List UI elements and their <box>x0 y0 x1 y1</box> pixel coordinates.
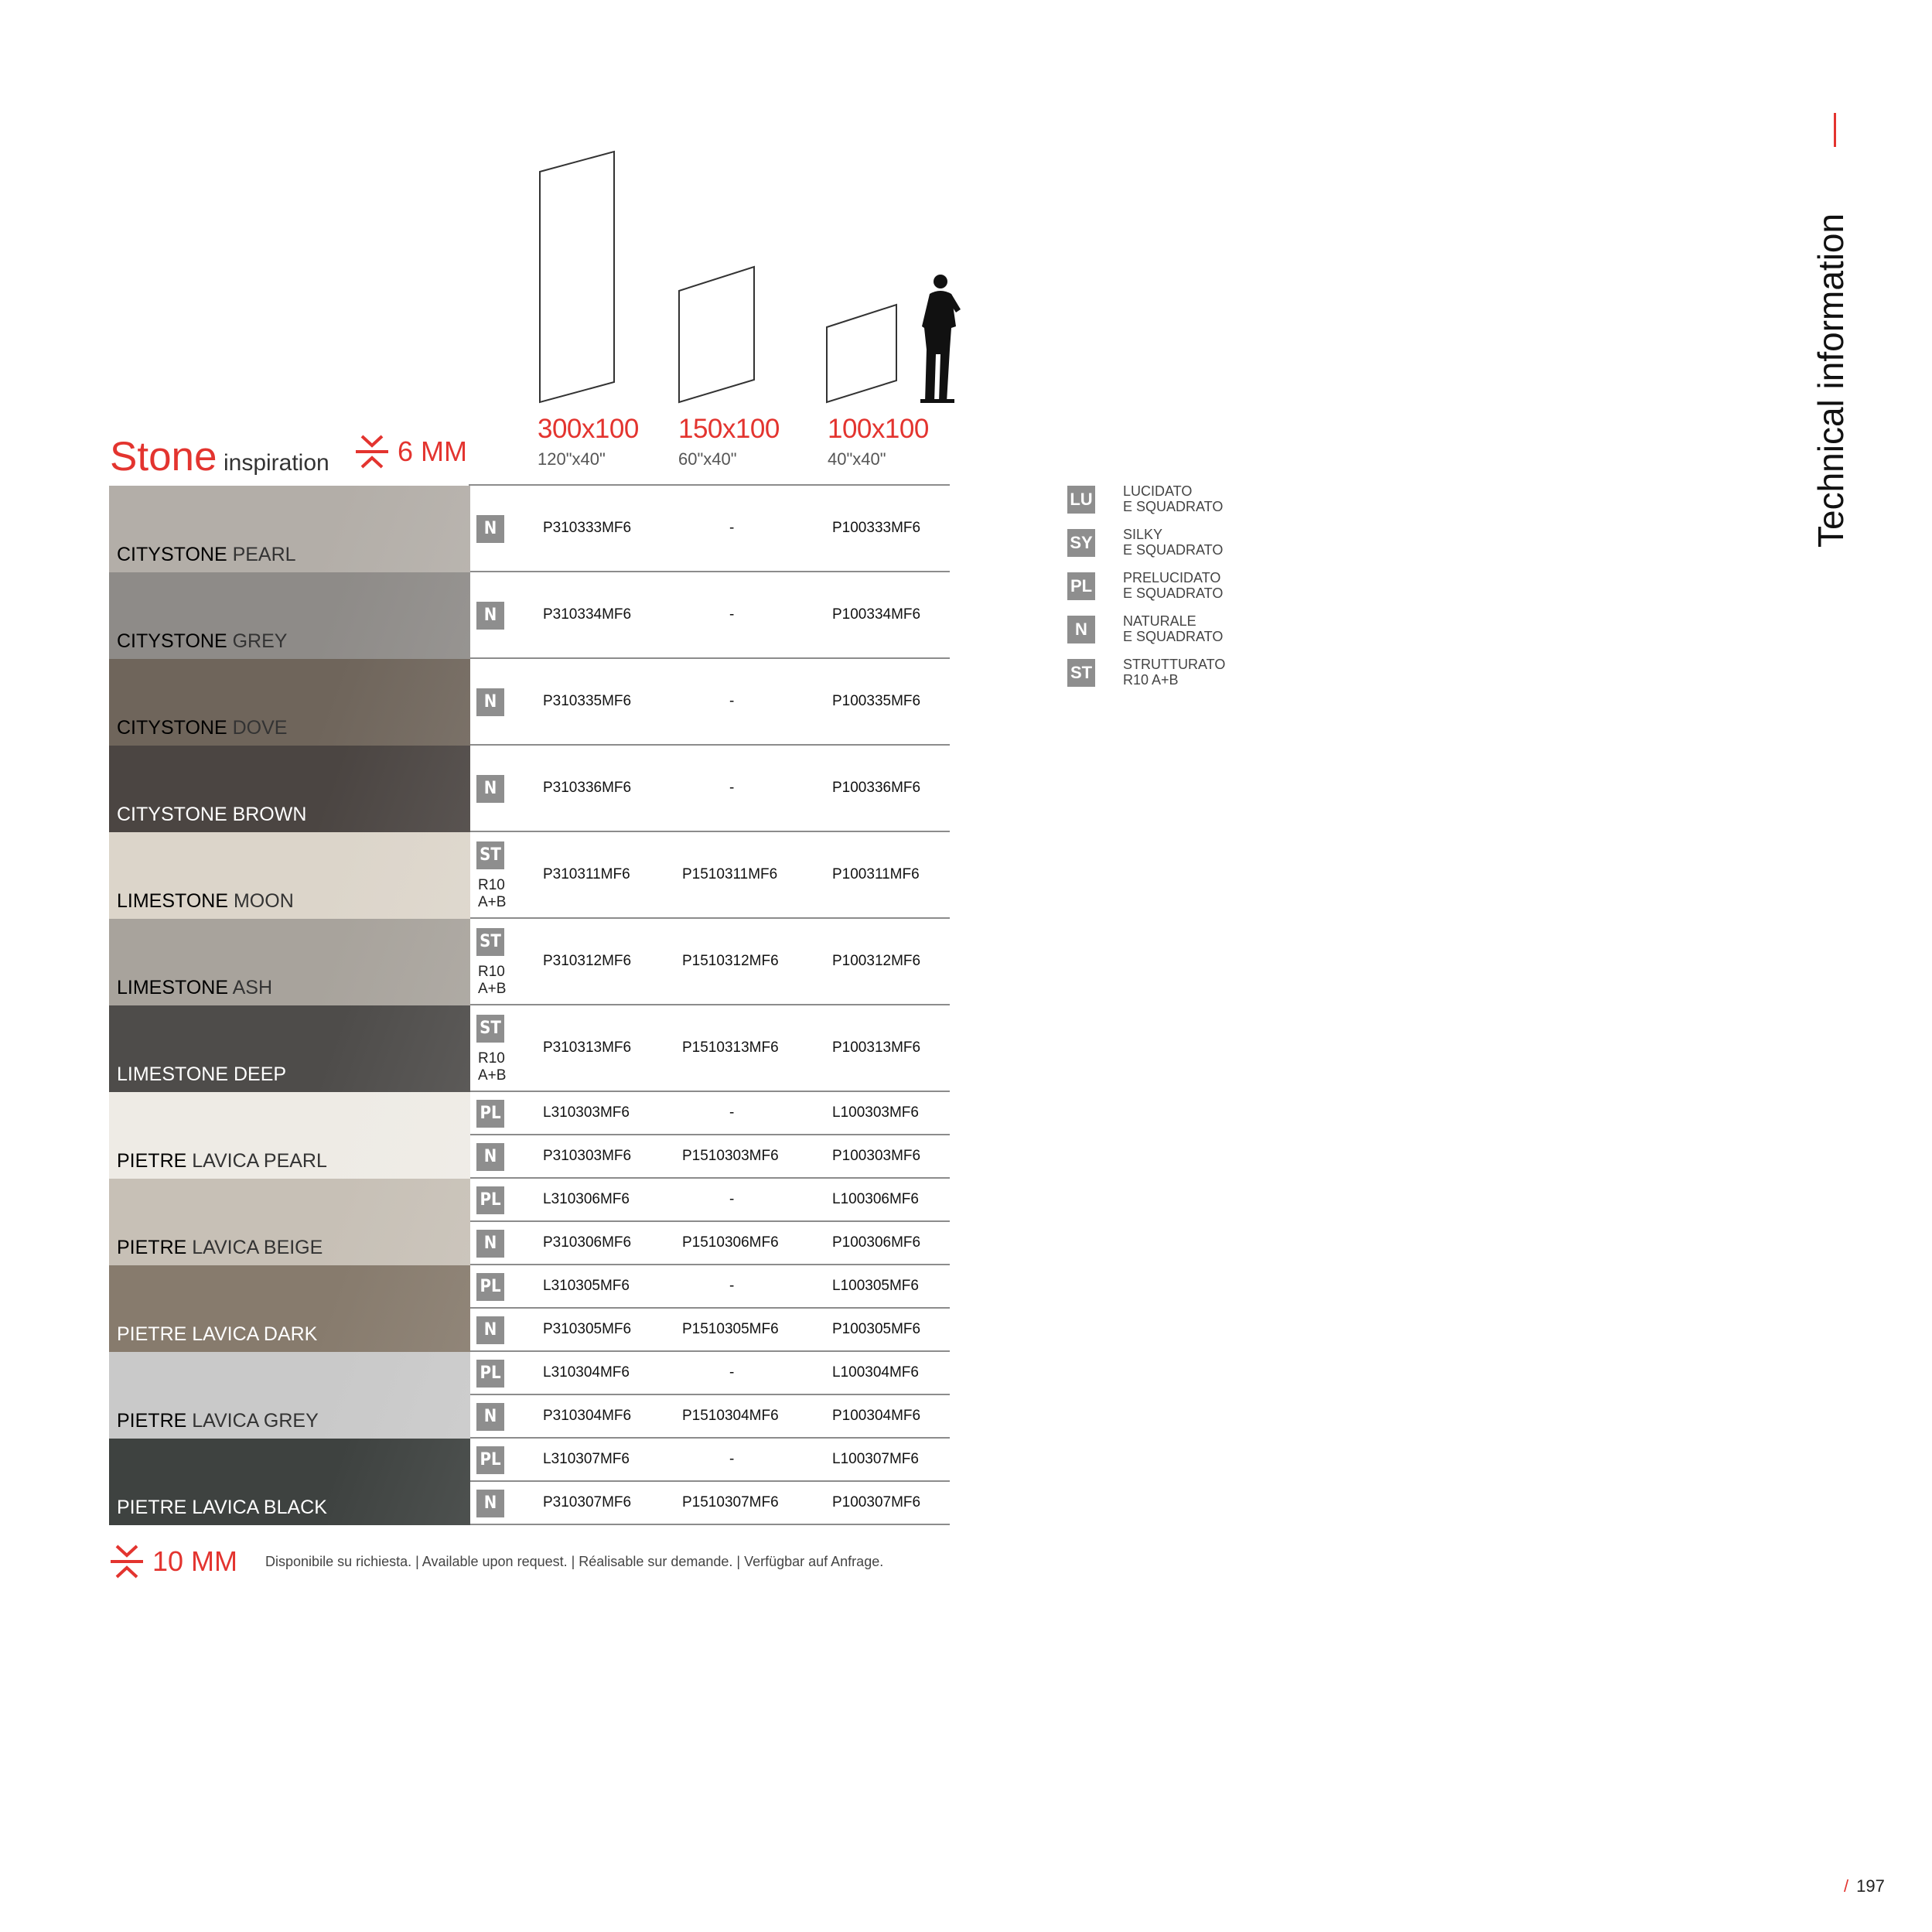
legend-badge: PL <box>1067 572 1095 600</box>
product-color: LAVICA BEIGE <box>192 1237 323 1258</box>
product-series: LIMESTONE <box>117 1063 229 1085</box>
product-color: ASH <box>232 977 273 998</box>
product-swatch <box>109 1439 470 1525</box>
product-series: LIMESTONE <box>117 890 229 912</box>
product-color: DOVE <box>232 717 288 739</box>
product-code-c2: P1510305MF6 <box>682 1321 779 1337</box>
product-code-c3: P100304MF6 <box>832 1408 921 1424</box>
product-code-c1: P310312MF6 <box>543 953 632 969</box>
product-series: LIMESTONE <box>117 977 229 998</box>
page-number-value: 197 <box>1856 1876 1885 1896</box>
product-code-c2: P1510306MF6 <box>682 1234 779 1251</box>
product-swatch <box>109 486 470 572</box>
product-code-c1: L310305MF6 <box>543 1278 630 1294</box>
product-code-c3: P100334MF6 <box>832 606 921 623</box>
product-series: PIETRE <box>117 1410 187 1432</box>
finish-badge: ST <box>476 1015 504 1043</box>
finish-badge: PL <box>476 1100 504 1128</box>
product-code-c1: P310303MF6 <box>543 1148 632 1164</box>
code-row <box>470 1352 950 1395</box>
product-code-c1: L310304MF6 <box>543 1364 630 1381</box>
product-series: PIETRE <box>117 1497 187 1518</box>
product-code-c3: P100313MF6 <box>832 1039 921 1056</box>
finish-badge: PL <box>476 1446 504 1474</box>
product-name <box>117 544 296 566</box>
product-code-c3: P100303MF6 <box>832 1148 921 1164</box>
product-code-c2: P1510311MF6 <box>682 866 778 882</box>
size-header-100x100 <box>828 414 929 469</box>
product-code-c1: P310311MF6 <box>543 866 630 882</box>
person-silhouette-icon <box>920 275 961 403</box>
product-color: DEEP <box>233 1063 287 1085</box>
section-title-vertical: Technical information <box>1811 213 1851 548</box>
finish-badge: N <box>476 515 504 543</box>
finish-badge: PL <box>476 1186 504 1214</box>
product-series: PIETRE <box>117 1323 187 1345</box>
finish-badge: N <box>476 602 504 630</box>
product-code-c1: L310303MF6 <box>543 1104 630 1121</box>
tile-100x100-outline <box>827 305 896 402</box>
product-series: CITYSTONE <box>117 717 227 739</box>
product-swatch <box>109 572 470 659</box>
code-row <box>470 1439 950 1482</box>
size-header-300x100 <box>538 414 639 469</box>
product-code-c3: L100303MF6 <box>832 1104 919 1121</box>
product-name <box>117 1237 323 1259</box>
code-row <box>470 832 950 919</box>
product-code-c2: - <box>729 1364 735 1381</box>
size-inch-label: 60"x40" <box>678 449 737 469</box>
product-color: PEARL <box>232 544 296 565</box>
product-swatch <box>109 746 470 832</box>
product-series: CITYSTONE <box>117 804 227 825</box>
product-swatch <box>109 919 470 1005</box>
finish-sub-label: R10 A+B <box>478 877 507 910</box>
finish-badge: N <box>476 775 504 803</box>
legend-text: SILKY E SQUADRATO <box>1123 527 1224 558</box>
product-code-c2: - <box>729 1278 735 1294</box>
product-color: LAVICA PEARL <box>192 1150 327 1172</box>
product-color: LAVICA DARK <box>192 1323 318 1345</box>
product-name <box>117 1323 317 1346</box>
finish-badge: ST <box>476 841 504 869</box>
finish-badge: N <box>476 1403 504 1431</box>
product-code-c3: P100333MF6 <box>832 520 921 536</box>
product-code-c2: - <box>729 693 735 709</box>
product-code-c2: - <box>729 606 735 623</box>
finish-badge: N <box>476 1490 504 1517</box>
product-code-c2: P1510303MF6 <box>682 1148 779 1164</box>
product-code-c1: L310307MF6 <box>543 1451 630 1467</box>
product-name <box>117 630 287 653</box>
product-code-c2: P1510307MF6 <box>682 1494 779 1510</box>
product-code-c2: P1510313MF6 <box>682 1039 779 1056</box>
finish-badge: N <box>476 1230 504 1258</box>
product-code-c3: P100307MF6 <box>832 1494 921 1510</box>
accent-line <box>1834 113 1836 147</box>
product-color: LAVICA BLACK <box>192 1497 327 1518</box>
product-code-c3: L100304MF6 <box>832 1364 919 1381</box>
footer-thickness: 10 MM <box>152 1545 238 1577</box>
size-label: 300x100 <box>538 414 639 444</box>
code-row <box>470 1395 950 1439</box>
product-code-c3: P100305MF6 <box>832 1321 921 1337</box>
product-swatch <box>109 1265 470 1352</box>
product-code-c1: P310334MF6 <box>543 606 632 623</box>
product-code-c2: - <box>729 1104 735 1121</box>
product-code-c2: - <box>729 1451 735 1467</box>
page-number <box>1844 1876 1885 1896</box>
code-row <box>470 919 950 1005</box>
product-name <box>117 977 272 999</box>
title-main: Stone <box>110 434 217 480</box>
legend-text: NATURALE E SQUADRATO <box>1123 613 1224 644</box>
finish-badge: ST <box>476 928 504 956</box>
size-inch-label: 40"x40" <box>828 449 886 469</box>
size-inch-label: 120"x40" <box>538 449 606 469</box>
code-row <box>470 1179 950 1222</box>
product-swatch <box>109 1352 470 1439</box>
finish-badge: PL <box>476 1360 504 1388</box>
finish-sub-label: R10 A+B <box>478 1050 507 1084</box>
code-row <box>470 572 950 659</box>
product-name <box>117 1497 327 1519</box>
product-code-c2: P1510304MF6 <box>682 1408 779 1424</box>
finish-badge: N <box>476 1143 504 1171</box>
code-row <box>470 486 950 572</box>
product-code-c2: - <box>729 1191 735 1207</box>
product-code-c3: P100336MF6 <box>832 780 921 796</box>
title-sub: inspiration <box>223 450 329 476</box>
product-code-c1: P310335MF6 <box>543 693 632 709</box>
product-color: LAVICA GREY <box>192 1410 319 1432</box>
legend-text: STRUTTURATO R10 A+B <box>1123 657 1226 688</box>
thickness-label: 6 MM <box>398 435 467 467</box>
footer-10mm <box>109 1543 883 1580</box>
code-row <box>470 1265 950 1309</box>
product-code-c2: - <box>729 780 735 796</box>
product-code-c1: L310306MF6 <box>543 1191 630 1207</box>
tile-150x100-outline <box>679 267 754 402</box>
product-name <box>117 1410 319 1432</box>
product-name <box>117 1063 286 1086</box>
product-swatch <box>109 1005 470 1092</box>
product-code-c1: P310304MF6 <box>543 1408 632 1424</box>
product-code-c1: P310306MF6 <box>543 1234 632 1251</box>
tile-300x100-outline <box>540 152 614 402</box>
size-label: 150x100 <box>678 414 780 444</box>
finish-sub-label: R10 A+B <box>478 964 507 997</box>
product-code-c3: L100307MF6 <box>832 1451 919 1467</box>
finish-badge: N <box>476 688 504 716</box>
product-code-c1: P310336MF6 <box>543 780 632 796</box>
size-label: 100x100 <box>828 414 929 444</box>
product-color: GREY <box>232 630 288 652</box>
product-code-c3: P100312MF6 <box>832 953 921 969</box>
product-swatch <box>109 659 470 746</box>
product-name <box>117 717 287 739</box>
product-code-c3: P100306MF6 <box>832 1234 921 1251</box>
thickness-icon <box>354 433 390 470</box>
code-row <box>470 1005 950 1092</box>
product-code-c1: P310307MF6 <box>543 1494 632 1510</box>
tile-size-illustration <box>534 147 967 414</box>
product-color: MOON <box>233 890 294 912</box>
product-swatch <box>109 832 470 919</box>
product-series: PIETRE <box>117 1150 187 1172</box>
product-code-c1: P310333MF6 <box>543 520 632 536</box>
code-row <box>470 1482 950 1525</box>
legend-badge: N <box>1067 616 1095 643</box>
size-header-150x100 <box>678 414 780 469</box>
code-row <box>470 746 950 832</box>
product-series: CITYSTONE <box>117 630 227 652</box>
thickness-6mm <box>354 433 467 470</box>
legend-text: LUCIDATO E SQUADRATO <box>1123 483 1224 514</box>
product-code-c1: P310313MF6 <box>543 1039 632 1056</box>
code-row <box>470 1135 950 1179</box>
product-code-c1: P310305MF6 <box>543 1321 632 1337</box>
product-swatch <box>109 1179 470 1265</box>
row-divider <box>470 1524 950 1525</box>
product-code-c3: P100335MF6 <box>832 693 921 709</box>
product-name <box>117 804 306 826</box>
product-series: CITYSTONE <box>117 544 227 565</box>
collection-title <box>110 433 329 480</box>
product-code-c3: P100311MF6 <box>832 866 920 882</box>
product-swatch <box>109 1092 470 1179</box>
product-series: PIETRE <box>117 1237 187 1258</box>
page-slash: / <box>1844 1876 1849 1896</box>
product-code-c3: L100305MF6 <box>832 1278 919 1294</box>
product-code-c3: L100306MF6 <box>832 1191 919 1207</box>
legend-badge: ST <box>1067 659 1095 687</box>
finish-badge: N <box>476 1316 504 1344</box>
product-code-c2: - <box>729 520 735 536</box>
code-row <box>470 1092 950 1135</box>
legend-badge: SY <box>1067 529 1095 557</box>
code-row <box>470 1222 950 1265</box>
code-row <box>470 1309 950 1352</box>
product-code-c2: P1510312MF6 <box>682 953 779 969</box>
product-name <box>117 1150 327 1173</box>
product-color: BROWN <box>232 804 307 825</box>
availability-note: Disponibile su richiesta. | Available upon request. | Réalisable sur demande. | Verfügbar auf Anfrage. <box>265 1553 884 1569</box>
product-name <box>117 890 294 913</box>
thickness-icon <box>109 1543 145 1580</box>
legend-text: PRELUCIDATO E SQUADRATO <box>1123 570 1224 601</box>
legend-badge: LU <box>1067 486 1095 514</box>
finish-badge: PL <box>476 1273 504 1301</box>
code-row <box>470 659 950 746</box>
